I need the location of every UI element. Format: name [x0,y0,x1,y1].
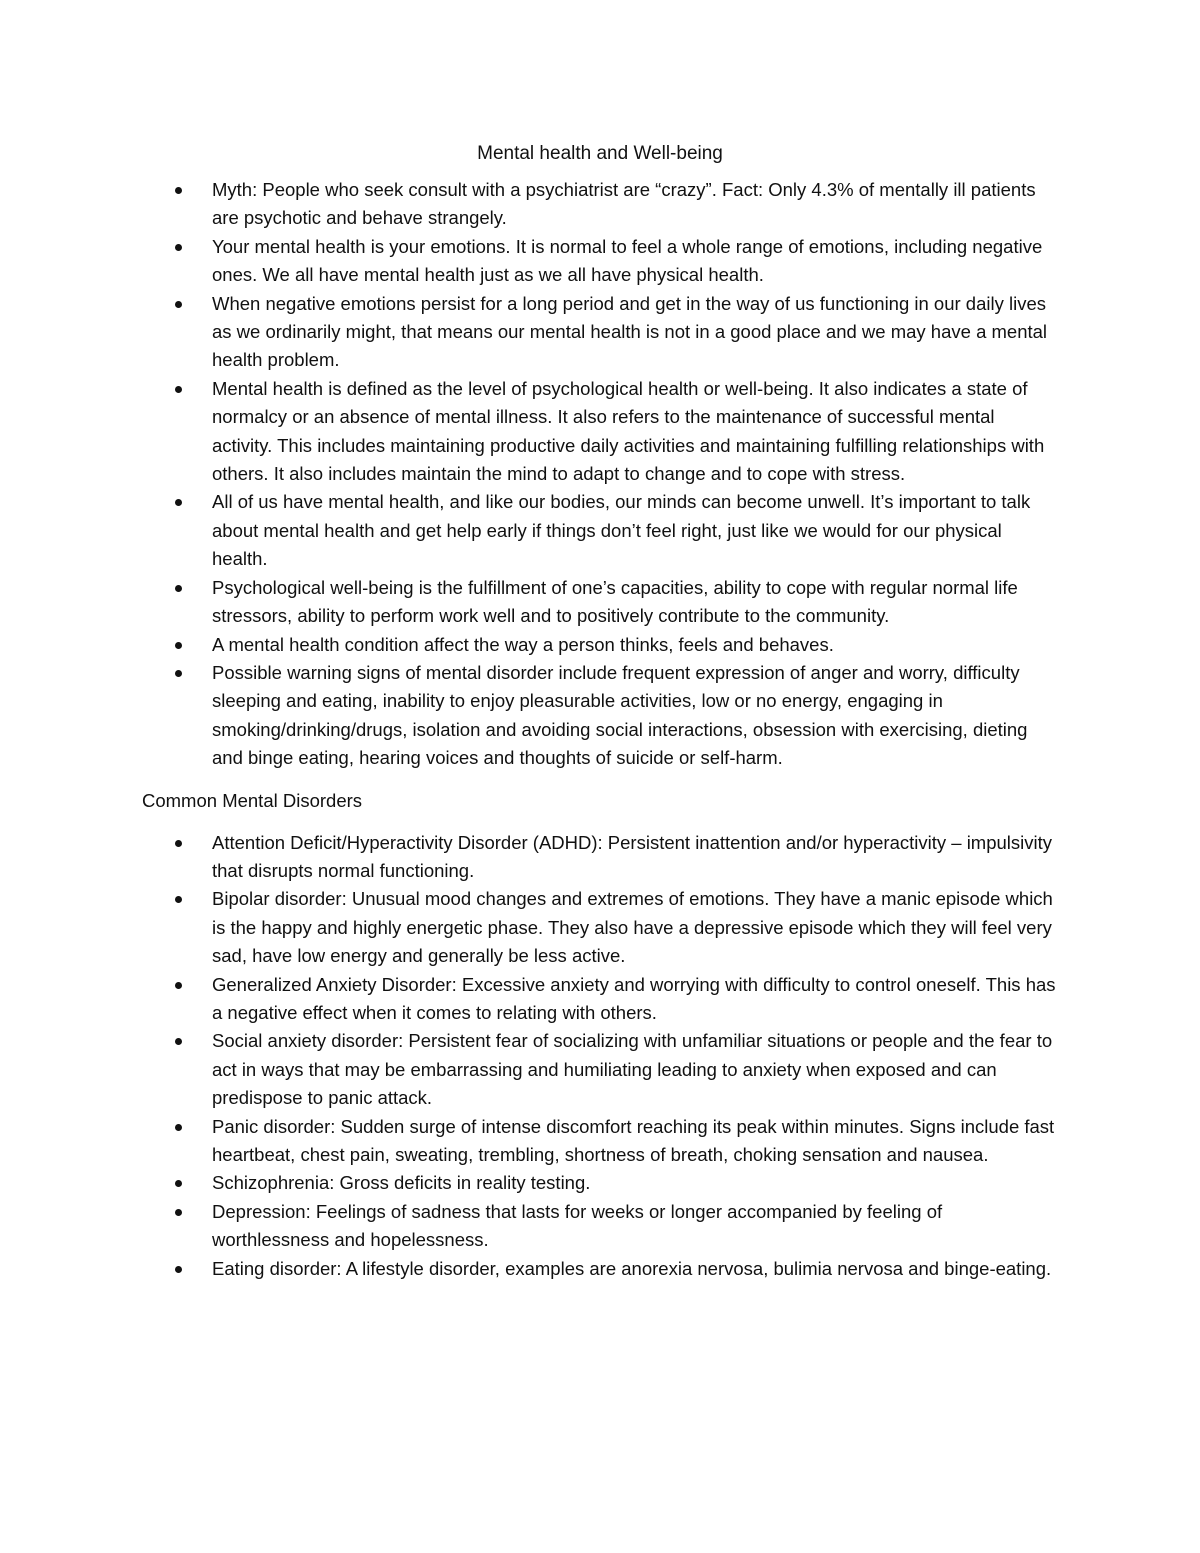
list-item [142,176,1058,233]
list-item-text: Schizophrenia: Gross deficits in reality testing. [212,1172,591,1194]
list-item-text: Myth: People who seek consult with a psychiatrist are “crazy”. Fact: Only 4.3% of mentally ill patients are psychotic and behave strangely. [212,179,1036,229]
list-item-text: All of us have mental health, and like our bodies, our minds can become unwell. It’s important to talk about mental health and get help early if things don’t feel right, just like we would for our physical health. [212,491,1031,570]
list-item-text: A mental health condition affect the way a person thinks, feels and behaves. [212,633,834,655]
list-item-text: Psychological well-being is the fulfillment of one’s capacities, ability to cope with regular normal life stressors, ability to perform work well and to positively contribute to the community. [212,576,1018,627]
list-item-text: Possible warning signs of mental disorder include frequent expression of anger and worry, difficulty sleeping and eating, inability to enjoy pleasurable activities, low or no energy, engaging in smoking/drinking/drugs, isolation and avoiding social interactions, obsession with exercising, dieting and binge eating, hearing voices and thoughts of suicide or self-harm. [212,661,1028,769]
section2-list [142,829,1058,1284]
list-item [142,488,1058,573]
bullet-icon [175,386,182,393]
bullet-icon [175,642,182,649]
bullet-icon [175,896,182,903]
list-item-text: Bipolar disorder: Unusual mood changes and extremes of emotions. They have a manic episode which is the happy and highly energetic phase. They also have a depressive episode which they will feel very sad, have low energy and generally be less active. [212,888,1053,967]
list-item-text: Depression: Feelings of sadness that lasts for weeks or longer accompanied by feeling of worthlessness and hopelessness. [212,1200,943,1251]
bullet-icon [175,1124,182,1131]
bullet-icon [175,1266,182,1273]
bullet-icon [175,499,182,506]
list-item-text: When negative emotions persist for a long period and get in the way of us functioning in our daily lives as we ordinarily might, that means our mental health is not in a good place and we may have a mental health problem. [212,292,1048,371]
list-item-text: Panic disorder: Sudden surge of intense discomfort reaching its peak within minutes. Signs include fast heartbeat, chest pain, sweating, trembling, shortness of breath, choking sensation and nausea. [212,1115,1055,1165]
bullet-icon [175,840,182,847]
list-item-text: Social anxiety disorder: Persistent fear of socializing with unfamiliar situations or people and the fear to act in ways that may be embarrassing and humiliating leading to anxiety when exposed and can predispose to panic attack. [212,1030,1053,1109]
bullet-icon [175,1209,182,1216]
bullet-icon [175,670,182,677]
bullet-icon [175,301,182,308]
list-item [142,1169,1058,1197]
list-item [142,885,1058,970]
list-item-text: Mental health is defined as the level of psychological health or well-being. It also indicates a state of normalcy or an absence of mental illness. It also refers to the maintenance of successful mental activity. This includes maintaining productive daily activities and maintaining fulfilling relationships with others. It also includes maintain the mind to adapt to change and to cope with stress. [212,377,1045,485]
document-title: Mental health and Well-being [477,143,723,164]
list-item [142,1255,1058,1283]
bullet-icon [175,585,182,592]
list-item [142,971,1058,1028]
list-item [142,375,1058,489]
section1-list [142,176,1058,773]
bullet-icon [175,982,182,989]
list-item [142,631,1058,659]
bullet-icon [175,187,182,194]
section-heading: Common Mental Disorders [142,789,363,811]
list-item [142,1113,1058,1170]
bullet-icon [175,1180,182,1187]
list-item [142,1027,1058,1112]
list-item-text: Your mental health is your emotions. It is normal to feel a whole range of emotions, including negative ones. We all have mental health just as we all have physical health. [212,235,1043,286]
bullet-icon [175,244,182,251]
list-item-text: Generalized Anxiety Disorder: Excessive anxiety and worrying with difficulty to control oneself. This has a negative effect when it comes to relating with others. [212,973,1056,1023]
list-item [142,829,1058,886]
list-item-text: Eating disorder: A lifestyle disorder, examples are anorexia nervosa, bulimia nervosa and binge-eating. [212,1257,1052,1279]
list-item [142,1198,1058,1255]
list-item [142,233,1058,290]
list-item [142,659,1058,773]
list-item-text: Attention Deficit/Hyperactivity Disorder (ADHD): Persistent inattention and/or hyperactivity – impulsivity that disrupts normal functioning. [212,831,1053,881]
bullet-icon [175,1038,182,1045]
list-item [142,574,1058,631]
list-item [142,290,1058,375]
